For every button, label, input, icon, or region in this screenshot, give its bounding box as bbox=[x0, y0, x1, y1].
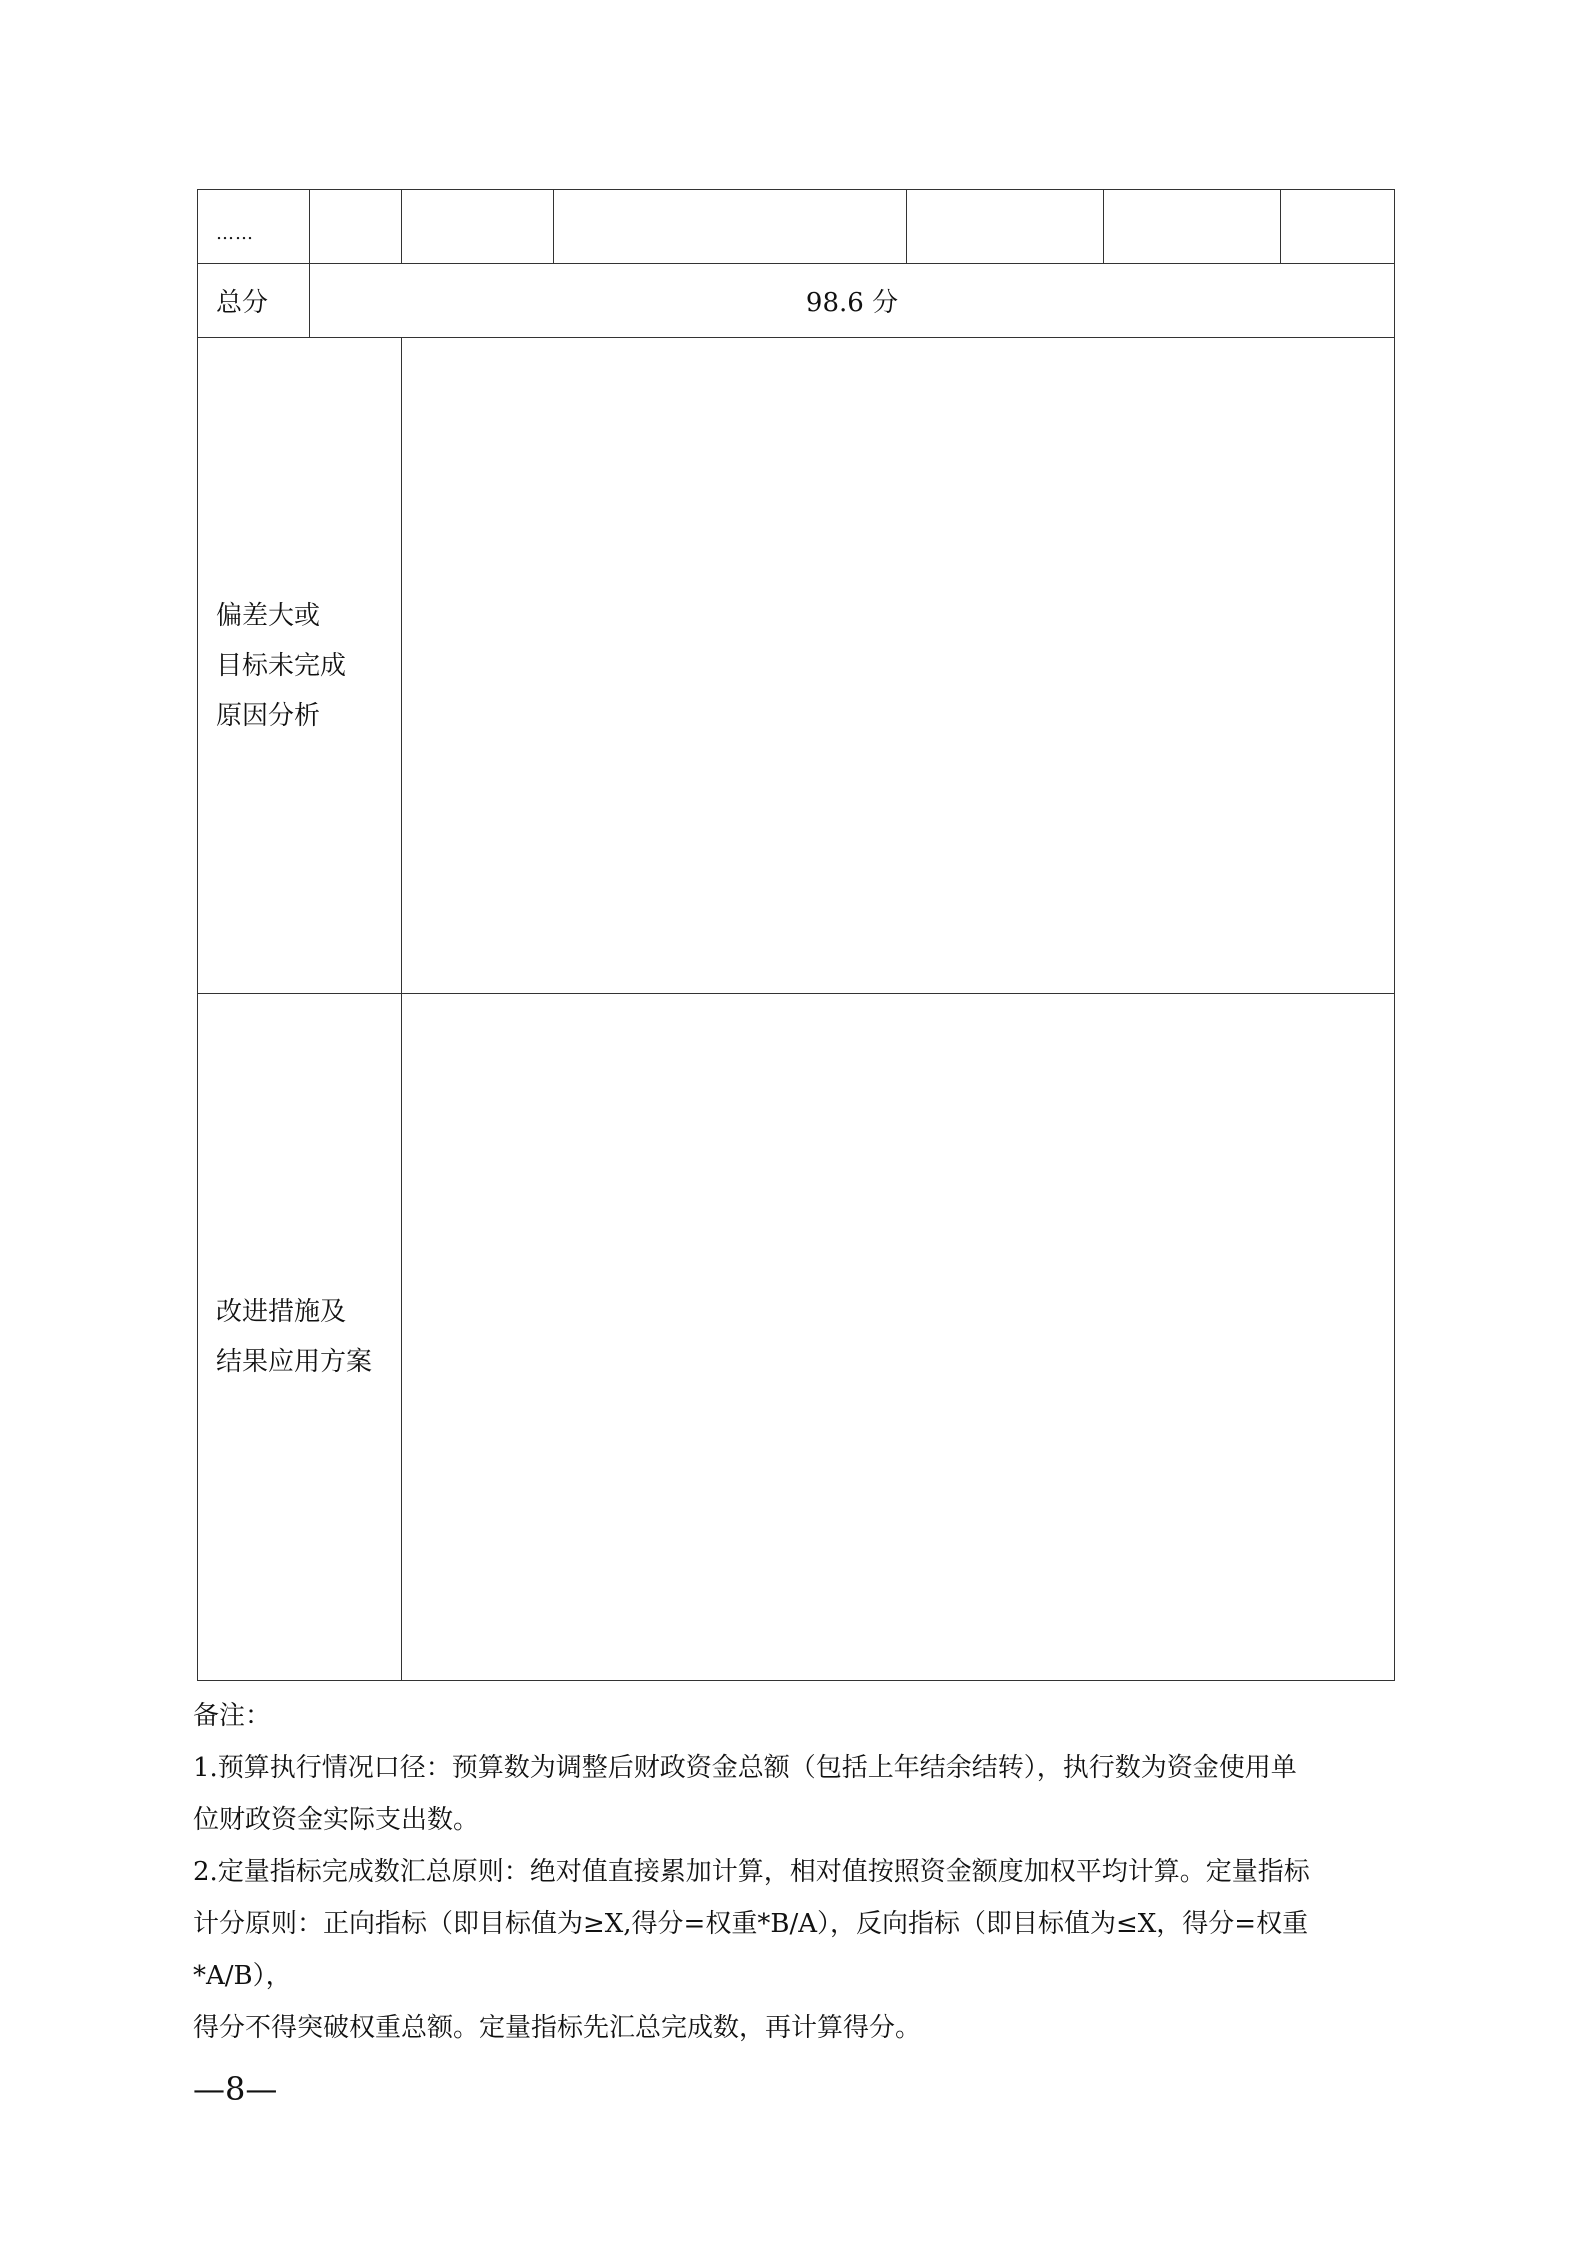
total-score-value: 98.6 分 bbox=[310, 264, 1395, 338]
note-2-line-3: 得分不得突破权重总额。定量指标先汇总完成数，再计算得分。 bbox=[193, 2013, 922, 2043]
table-row-ellipsis bbox=[198, 190, 1395, 264]
page-number: —8— bbox=[193, 2070, 278, 2108]
deviation-label-line-1: 偏差大或 bbox=[216, 600, 321, 631]
improvement-plan-label bbox=[198, 994, 402, 1681]
table-row-deviation bbox=[198, 338, 1395, 994]
note-1-line-2: 位财政资金实际支出数。 bbox=[193, 1805, 480, 1835]
performance-table bbox=[197, 189, 1395, 1681]
ellipsis-cell: …… bbox=[198, 190, 310, 264]
note-1-line-1: 1.预算执行情况口径：预算数为调整后财政资金总额（包括上年结余结转），执行数为资金使用单 bbox=[193, 1753, 1297, 1783]
deviation-analysis-content bbox=[402, 338, 1395, 994]
improvement-label-line-1: 改进措施及 bbox=[216, 1297, 347, 1327]
empty-cell bbox=[310, 190, 402, 264]
deviation-analysis-label bbox=[198, 338, 402, 994]
empty-cell bbox=[1104, 190, 1281, 264]
total-label: 总分 bbox=[198, 264, 310, 338]
deviation-label-line-2: 目标未完成 bbox=[216, 650, 347, 681]
note-2-line-1: 2.定量指标完成数汇总原则：绝对值直接累加计算，相对值按照资金额度加权平均计算。定量指标 bbox=[193, 1857, 1310, 1887]
table-row-total bbox=[198, 264, 1395, 338]
notes-heading: 备注： bbox=[193, 1701, 272, 1731]
empty-cell bbox=[554, 190, 907, 264]
improvement-plan-content bbox=[402, 994, 1395, 1681]
empty-cell bbox=[1281, 190, 1395, 264]
table-row-improvement bbox=[198, 994, 1395, 1681]
empty-cell bbox=[907, 190, 1104, 264]
improvement-label-line-2: 结果应用方案 bbox=[216, 1347, 373, 1377]
deviation-label-line-3: 原因分析 bbox=[216, 700, 321, 731]
notes-section bbox=[193, 1690, 1403, 2054]
note-2-line-2: 计分原则：正向指标（即目标值为≥X,得分=权重*B/A），反向指标（即目标值为≤X，得分=权重*A/B）， bbox=[193, 1909, 1309, 1991]
empty-cell bbox=[402, 190, 554, 264]
